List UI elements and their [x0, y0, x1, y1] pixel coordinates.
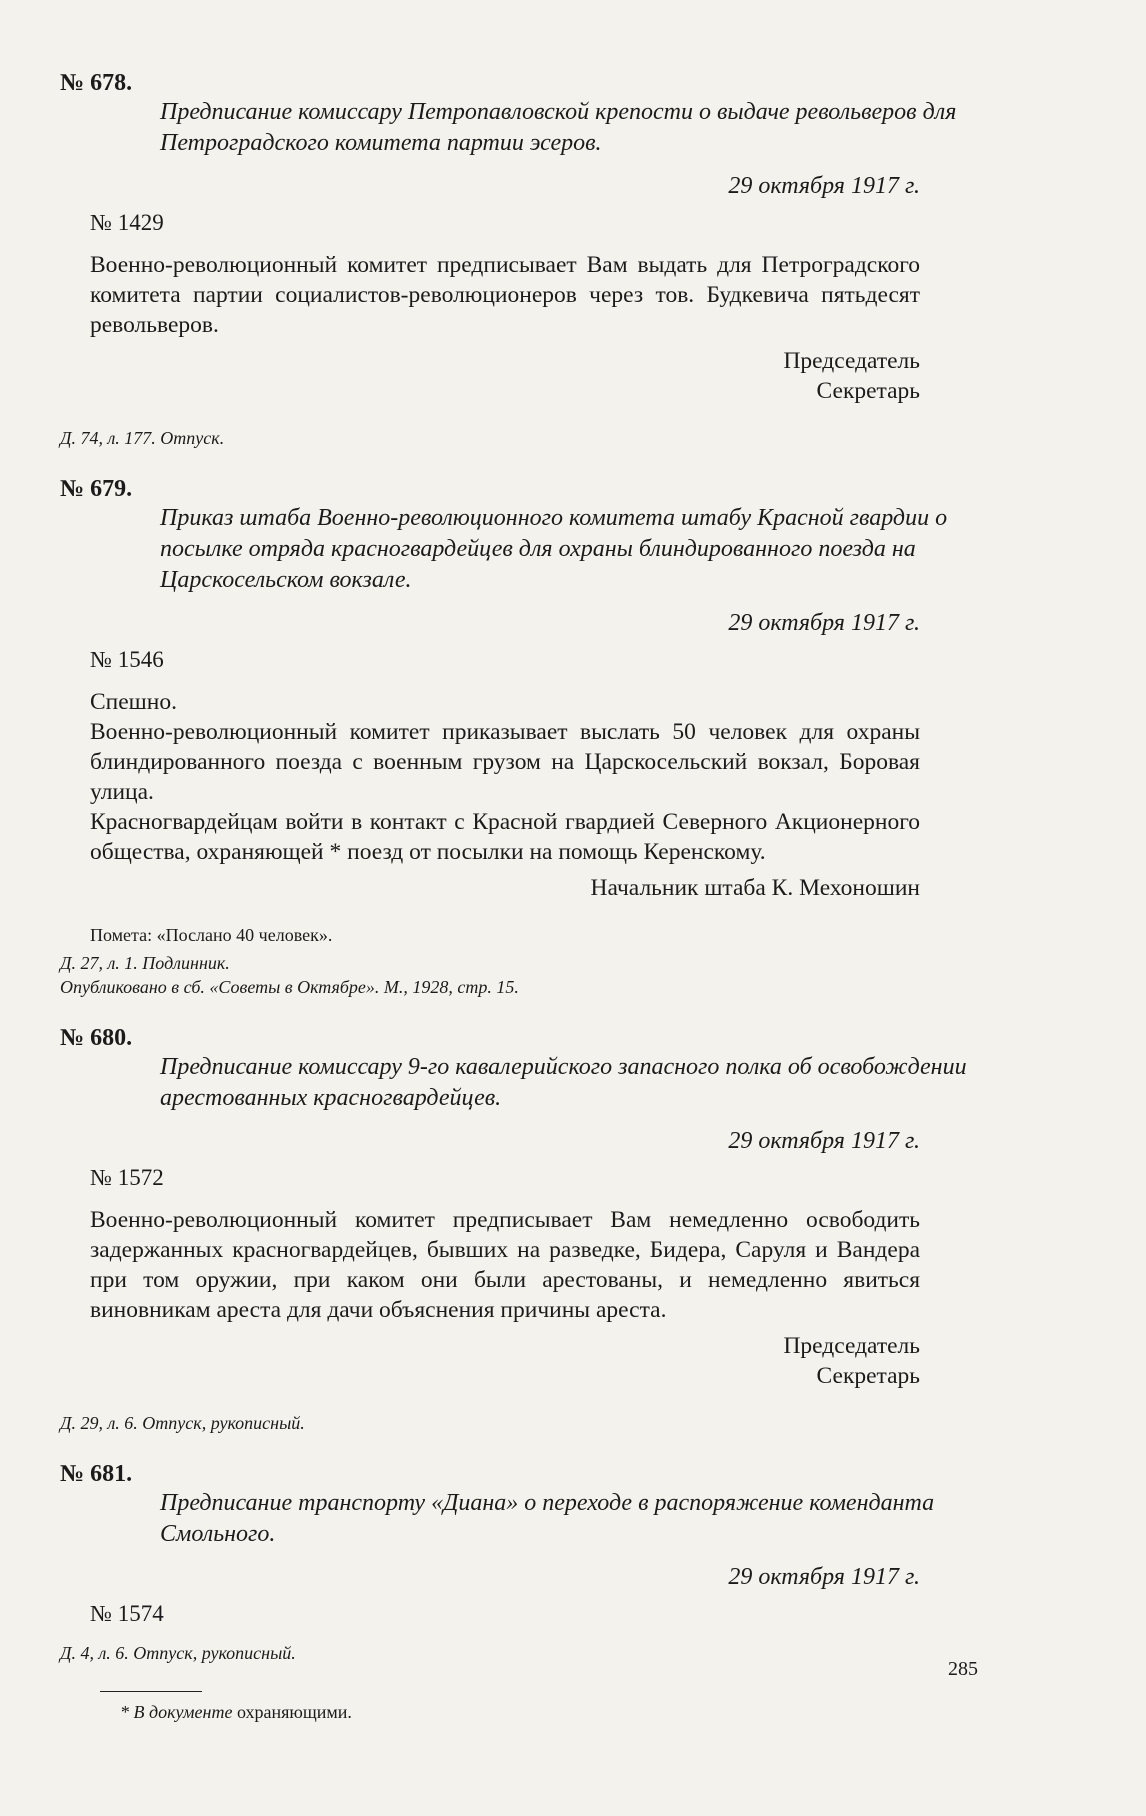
doc-number: № 679. — [60, 476, 133, 502]
body-paragraph: Военно-революционный комитет приказывает выслать 50 человек для охраны блиндированного поезда с военным грузом на Царскосельский вокзал, Боровая улица. — [90, 719, 920, 805]
doc-number: № 678. — [60, 70, 133, 96]
footnote-divider — [100, 1691, 202, 1692]
outgoing-number: № 1546 — [90, 647, 164, 672]
doc-679 — [60, 476, 996, 999]
body-paragraph: Военно-революционный комитет предписывает Вам выдать для Петроградского комитета партии социалистов-революционеров через тов. Будкевича пятьдесят револьверов. — [90, 252, 920, 338]
footnote — [120, 1702, 996, 1723]
doc-heading: Приказ штаба Военно-революционного комитета штабу Красной гвардии о посылке отряда красногвардейцев для охраны блиндированного поезда на Царскосельском вокзале. — [160, 505, 948, 593]
mark-note — [90, 923, 996, 947]
mark-text: «Послано 40 человек». — [156, 925, 333, 945]
archive-note: Д. 4, л. 6. Отпуск, рукописный. — [60, 1643, 296, 1663]
doc-678 — [60, 70, 996, 450]
doc-681 — [60, 1461, 996, 1665]
doc-date: 29 октября 1917 г. — [728, 1128, 920, 1154]
body-paragraph: Военно-революционный комитет предписывает Вам немедленно освободить задержанных красногвардейцев, бывших на разведке, Бидера, Саруля и Вандера при том оружии, при каком они были арестованы, и немедленно явиться виновникам ареста для дачи объяснения причины ареста. — [90, 1207, 920, 1323]
page-number: 285 — [948, 1658, 978, 1680]
archive-note: Д. 74, л. 177. Отпуск. — [60, 428, 225, 448]
doc-date: 29 октября 1917 г. — [728, 610, 920, 636]
doc-number: № 681. — [60, 1461, 133, 1487]
doc-date: 29 октября 1917 г. — [728, 173, 920, 199]
outgoing-number: № 1429 — [90, 210, 164, 235]
doc-body — [90, 687, 920, 867]
footnote-word: охраняющими. — [236, 1702, 352, 1722]
archive-note: Д. 29, л. 6. Отпуск, рукописный. — [60, 1413, 305, 1433]
doc-date: 29 октября 1917 г. — [728, 1564, 920, 1590]
body-paragraph: Красногвардейцам войти в контакт с Красной гвардией Северного Акционерного общества, охраняющей * поезд от посылки на помощь Керенскому. — [90, 809, 920, 865]
signature-secretary: Секретарь — [816, 1363, 920, 1389]
doc-heading: Предписание комиссару 9-го кавалерийского запасного полка об освобождении арестованных красногвардейцев. — [160, 1054, 967, 1111]
signature-chairman: Председатель — [783, 1333, 920, 1359]
publication-note: Опубликовано в сб. «Советы в Октябре». М., 1928, стр. 15. — [60, 977, 519, 997]
doc-number: № 680. — [60, 1025, 133, 1051]
doc-body — [90, 250, 920, 340]
doc-680 — [60, 1025, 996, 1435]
archive-note: Д. 27, л. 1. Подлинник. — [60, 953, 230, 973]
footnote-prefix: * В документе — [120, 1702, 233, 1722]
signature-chairman: Председатель — [783, 348, 920, 374]
doc-heading: Предписание транспорту «Диана» о переходе в распоряжение коменданта Смольного. — [160, 1490, 935, 1547]
urgent-mark: Спешно. — [90, 689, 177, 715]
doc-heading: Предписание комиссару Петропавловской крепости о выдаче револьверов для Петроградского комитета партии эсеров. — [160, 99, 957, 156]
doc-body — [90, 1205, 920, 1325]
outgoing-number: № 1572 — [90, 1165, 164, 1190]
outgoing-number: № 1574 — [90, 1601, 164, 1626]
signature-chief-of-staff: Начальник штаба К. Мехоношин — [590, 875, 920, 901]
signature-secretary: Секретарь — [816, 378, 920, 404]
mark-label: Помета: — [90, 925, 153, 945]
